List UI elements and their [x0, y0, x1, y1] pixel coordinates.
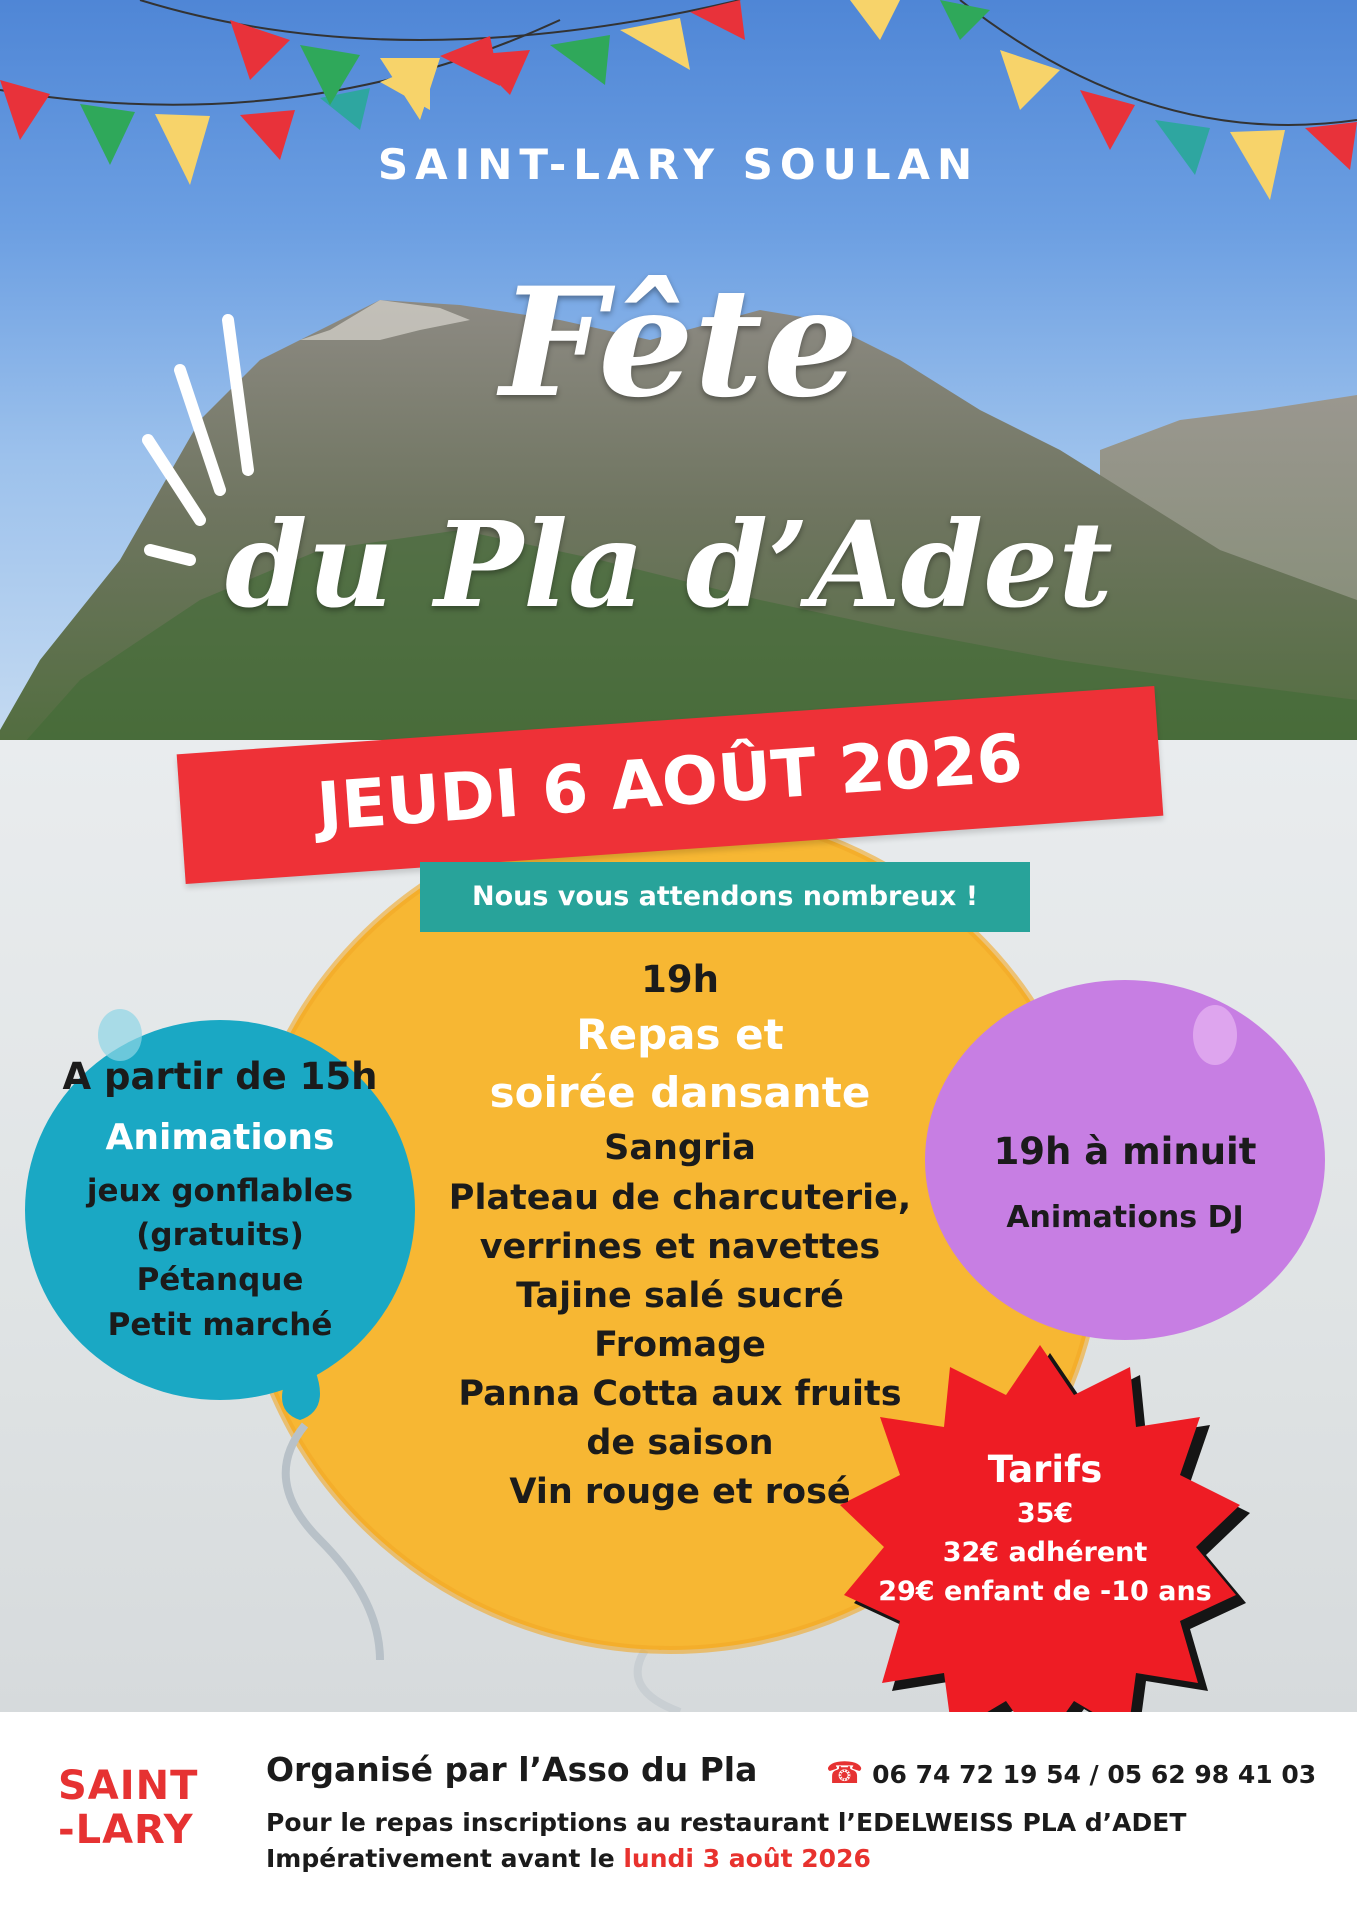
animations-heading: Animations	[105, 1117, 335, 1158]
tarif-line: 35€	[1016, 1498, 1074, 1529]
dinner-heading-1: Repas et	[576, 1010, 784, 1059]
event-date: JEUDI 6 AOÛT 2026	[314, 719, 1026, 846]
animations-item: (gratuits)	[136, 1217, 304, 1253]
brand-logo-line-2: -LARY	[58, 1807, 194, 1853]
title-line-2: du Pla d’Adet	[225, 495, 1113, 634]
brand-logo-line-1: SAINT	[58, 1763, 199, 1809]
menu-item: verrines et navettes	[479, 1227, 881, 1267]
deadline-note	[266, 1844, 871, 1873]
dinner-time: 19h	[641, 958, 719, 1001]
menu-item: de saison	[586, 1423, 774, 1463]
organizer: Organisé par l’Asso du Pla	[266, 1750, 758, 1789]
menu-item: Panna Cotta aux fruits	[458, 1374, 902, 1414]
menu-item: Tajine salé sucré	[516, 1276, 844, 1316]
footer	[0, 1712, 1357, 1920]
tagline-box: Nous vous attendons nombreux !	[420, 862, 1030, 932]
phone-icon: ☎	[826, 1756, 864, 1791]
menu-item: Plateau de charcuterie,	[448, 1178, 912, 1218]
brand-logo	[58, 1764, 198, 1852]
tarifs-heading: Tarifs	[987, 1448, 1103, 1491]
dinner-heading-2: soirée dansante	[489, 1068, 871, 1117]
menu-item: Sangria	[604, 1128, 756, 1168]
menu-item: Vin rouge et rosé	[509, 1472, 851, 1512]
town-name: SAINT-LARY SOULAN	[377, 140, 980, 189]
dj-item: Animations DJ	[1006, 1200, 1244, 1235]
registration-note: Pour le repas inscriptions au restaurant l’EDELWEISS PLA d’ADET	[266, 1808, 1187, 1837]
tarif-line: 32€ adhérent	[942, 1537, 1148, 1568]
dj-time: 19h à minuit	[993, 1130, 1257, 1173]
phone-numbers[interactable]: 06 74 72 19 54 / 05 62 98 41 03	[872, 1760, 1317, 1789]
menu-item: Fromage	[594, 1325, 766, 1365]
title-line-1: Fête	[500, 255, 859, 431]
animations-time: A partir de 15h	[62, 1055, 378, 1098]
animations-item: Petit marché	[107, 1307, 333, 1343]
animations-item: Pétanque	[136, 1262, 304, 1298]
deadline-date: lundi 3 août 2026	[623, 1844, 871, 1873]
tarif-line: 29€ enfant de -10 ans	[878, 1576, 1212, 1607]
animations-item: jeux gonflables	[86, 1173, 354, 1209]
deadline-prefix: Impérativement avant le	[266, 1844, 624, 1873]
phone-info	[826, 1756, 1316, 1791]
